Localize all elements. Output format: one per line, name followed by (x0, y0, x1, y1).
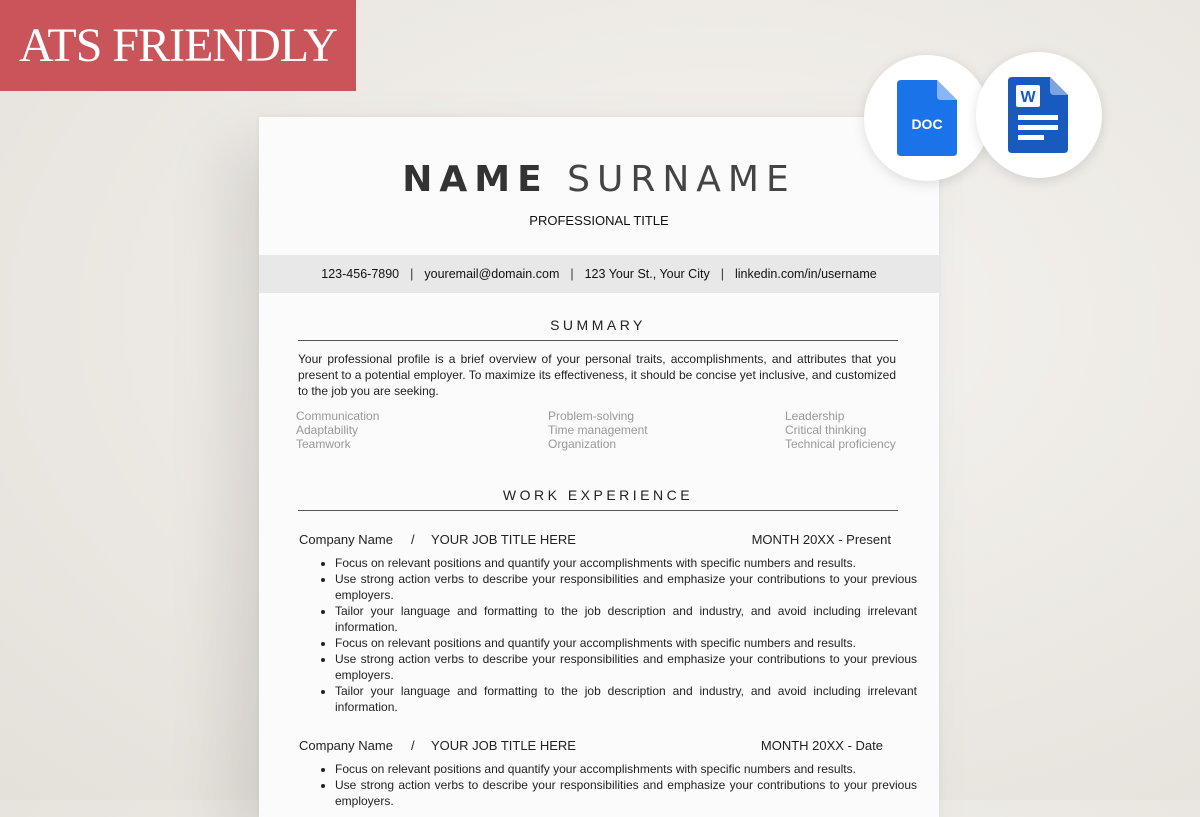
summary-text: Your professional profile is a brief overview of your personal traits, accomplishments, and attributes that you present to a potential employer. To maximize its effectiveness, it should be concise yet inclusive, and customized to the job you are seeking. (298, 352, 896, 398)
contact-linkedin: linkedin.com/in/username (734, 267, 877, 281)
job-title: YOUR JOB TITLE HERE (431, 532, 576, 547)
bullet-item: • Tailor your language and formatting to the job description and industry, and avoid including irrelevant information. (335, 603, 917, 635)
skill-item: Communication (296, 409, 380, 423)
word-label: W (1020, 89, 1036, 106)
resume-page (259, 117, 939, 817)
job-separator: / (411, 738, 415, 753)
contact-email: youremail@domain.com (424, 267, 560, 281)
contact-separator: | (720, 267, 724, 281)
job-bullets (315, 761, 917, 809)
bullet-item: • Tailor your language and formatting to the job description and industry, and avoid including irrelevant information. (335, 683, 917, 715)
skills-column-2 (548, 409, 648, 451)
bullet-item: • Use strong action verbs to describe your responsibilities and emphasize your contributions to your previous employers. (335, 571, 917, 603)
job-separator: / (411, 532, 415, 547)
summary-heading: SUMMARY (298, 317, 898, 341)
bullet-item: • Focus on relevant positions and quantify your accomplishments with specific numbers and results. (335, 555, 917, 571)
job-bullets (315, 555, 917, 715)
skill-item: Organization (548, 437, 617, 451)
job-dates: MONTH 20XX - Present (751, 532, 891, 547)
skill-item: Problem-solving (548, 409, 635, 423)
job-header (299, 738, 891, 756)
contact-phone: 123-456-7890 (321, 267, 400, 281)
ats-friendly-banner: ATS FRIENDLY (0, 0, 356, 91)
bullet-item: • Use strong action verbs to describe your responsibilities and emphasize your contributions to your previous employers. (335, 651, 917, 683)
last-name: SURNAME (567, 159, 796, 200)
bullet-item: • Focus on relevant positions and quantify your accomplishments with specific numbers and results. (335, 761, 917, 777)
skill-item: Teamwork (296, 437, 351, 451)
contact-address: 123 Your St., Your City (584, 267, 710, 281)
company-name: Company Name (299, 738, 393, 753)
first-name: NAME (402, 159, 549, 200)
skill-item: Time management (548, 423, 648, 437)
bullet-item: • Focus on relevant positions and quantify your accomplishments with specific numbers and results. (335, 635, 917, 651)
doc-label: DOC (911, 116, 943, 132)
google-docs-icon (897, 80, 957, 156)
contact-separator: | (570, 267, 574, 281)
word-badge (976, 52, 1102, 178)
work-experience-heading: WORK EXPERIENCE (298, 487, 898, 511)
skills-column-1 (296, 409, 379, 451)
company-name: Company Name (299, 532, 393, 547)
skill-item: Critical thinking (785, 423, 867, 437)
skill-item: Adaptability (296, 423, 359, 437)
resume-name (259, 159, 939, 200)
bullet-item: • Use strong action verbs to describe your responsibilities and emphasize your contributions to your previous employers. (335, 777, 917, 809)
job-dates: MONTH 20XX - Date (760, 738, 883, 753)
word-icon (1008, 77, 1070, 153)
google-docs-badge (864, 55, 990, 181)
skill-item: Leadership (785, 409, 845, 423)
contact-separator: | (410, 267, 414, 281)
job-header (299, 532, 891, 550)
skills-column-3 (785, 409, 896, 451)
job-title: YOUR JOB TITLE HERE (431, 738, 576, 753)
skill-item: Technical proficiency (785, 437, 896, 451)
contact-bar (259, 255, 939, 293)
professional-title: PROFESSIONAL TITLE (529, 213, 669, 228)
